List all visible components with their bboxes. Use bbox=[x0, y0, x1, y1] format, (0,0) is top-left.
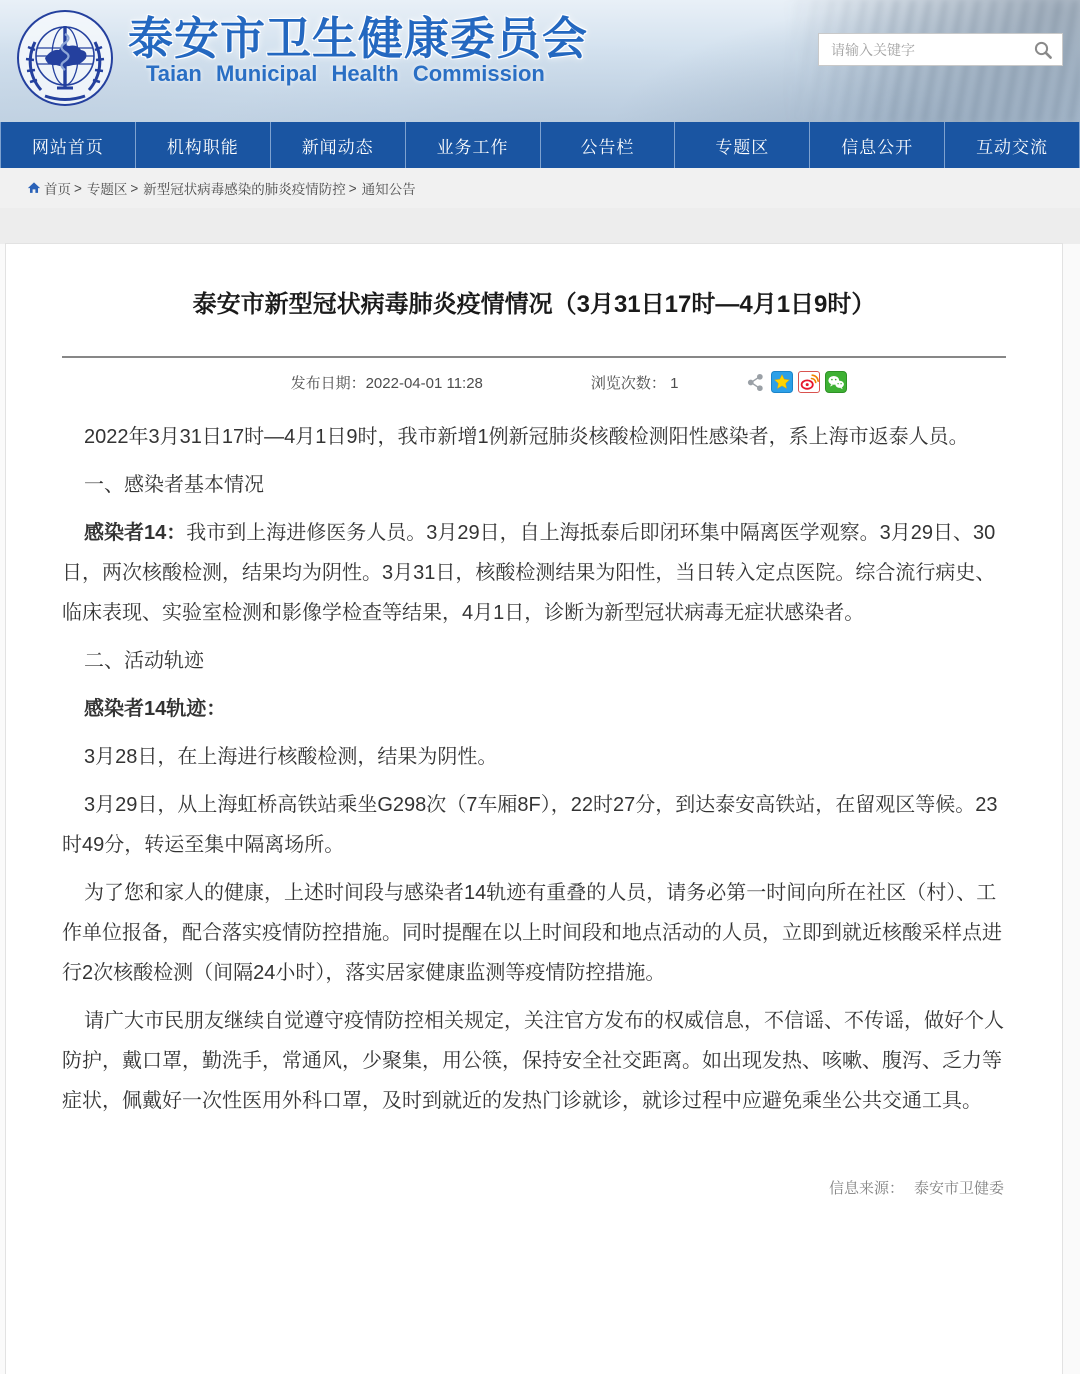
article-body bbox=[62, 417, 1006, 1121]
source-label: 信息来源： bbox=[828, 1180, 904, 1197]
publish-date bbox=[291, 372, 483, 393]
paragraph-text: 3月29日，从上海虹桥高铁站乘坐G298次（7车厢8F），22时27分，到达泰安高铁站，在留观区等候。23时49分，转运至集中隔离场所。 bbox=[62, 794, 998, 856]
article-meta bbox=[62, 371, 1006, 393]
nav-item-home[interactable]: 网站首页 bbox=[0, 122, 136, 168]
article-panel bbox=[5, 243, 1063, 1374]
paragraph-text: 为了您和家人的健康，上述时间段与感染者14轨迹有重叠的人员，请务必第一时间向所在社区（村）、工作单位报备，配合落实疫情防控措施。同时提醒在以上时间段和地点活动的人员，立即到就近核酸采样点进行2次核酸检测（间隔24小时），落实居家健康监测等疫情防控措施。 bbox=[62, 882, 1002, 984]
source-row bbox=[62, 1177, 1006, 1198]
nav-item-special-zone[interactable]: 专题区 bbox=[675, 122, 810, 168]
health-emblem-icon bbox=[15, 7, 115, 109]
article-paragraph bbox=[62, 785, 1006, 865]
source-value: 泰安市卫健委 bbox=[913, 1180, 1004, 1197]
magnifier-icon bbox=[1033, 40, 1053, 60]
article-paragraph bbox=[62, 689, 1006, 729]
nav-item-info-disclosure[interactable]: 信息公开 bbox=[810, 122, 945, 168]
search-input[interactable] bbox=[829, 41, 1032, 59]
search-box bbox=[818, 33, 1063, 66]
article-paragraph bbox=[62, 465, 1006, 505]
nav-item-business-work[interactable]: 业务工作 bbox=[406, 122, 541, 168]
share-nodes-icon[interactable] bbox=[744, 371, 766, 393]
view-count-label: 浏览次数： bbox=[590, 374, 666, 392]
main-nav bbox=[0, 122, 1080, 168]
paragraph-text: 二、活动轨迹 bbox=[84, 650, 204, 672]
article-paragraph bbox=[62, 513, 1006, 633]
breadcrumb-home[interactable]: 首页 bbox=[44, 182, 71, 197]
article-paragraph bbox=[62, 1001, 1006, 1121]
breadcrumb bbox=[0, 168, 1080, 208]
nav-item-news[interactable]: 新闻动态 bbox=[271, 122, 406, 168]
title-divider bbox=[62, 356, 1006, 358]
paragraph-text: 请广大市民朋友继续自觉遵守疫情防控相关规定，关注官方发布的权威信息，不信谣、不传谣，做好个人防护，戴口罩，勤洗手，常通风，少聚集，用公筷，保持安全社交距离。如出现发热、咳嗽、腹泻、乏力等症状，佩戴好一次性医用外科口罩，及时到就近的发热门诊就诊，就诊过程中应避免乘坐公共交通工具。 bbox=[62, 1010, 1004, 1112]
header-banner bbox=[0, 0, 1080, 122]
paragraph-text: 我市到上海进修医务人员。3月29日，自上海抵泰后即闭环集中隔离医学观察。3月29日、30日，两次核酸检测，结果均为阴性。3月31日，核酸检测结果为阳性，当日转入定点医院。综合流行病史、临床表现、实验室检测和影像学检查等结果，4月1日，诊断为新型冠状病毒无症状感染者。 bbox=[62, 522, 996, 624]
share-buttons bbox=[744, 371, 847, 393]
article-title: 泰安市新型冠状病毒肺炎疫情情况（3月31日17时—4月1日9时） bbox=[192, 291, 876, 318]
paragraph-lead: 感染者14： bbox=[84, 522, 187, 544]
paragraph-lead: 感染者14轨迹： bbox=[84, 698, 227, 720]
weibo-share-icon[interactable] bbox=[798, 371, 820, 393]
wechat-share-icon[interactable] bbox=[825, 371, 847, 393]
paragraph-text: 2022年3月31日17时—4月1日9时，我市新增1例新冠肺炎核酸检测阳性感染者，系上海市返泰人员。 bbox=[84, 426, 969, 448]
house-icon bbox=[27, 181, 41, 195]
site-title: 泰安市卫生健康委员会 bbox=[128, 13, 589, 64]
page-gap bbox=[0, 208, 1080, 244]
search-button[interactable] bbox=[1032, 39, 1054, 61]
breadcrumb-special-zone[interactable]: 专题区 bbox=[86, 182, 128, 197]
nav-item-interaction[interactable]: 互动交流 bbox=[945, 122, 1080, 168]
article-paragraph bbox=[62, 873, 1006, 993]
breadcrumb-notices[interactable]: 通知公告 bbox=[361, 182, 416, 197]
nav-item-org-functions[interactable]: 机构职能 bbox=[136, 122, 271, 168]
article-paragraph bbox=[62, 417, 1006, 457]
breadcrumb-separator: > bbox=[130, 180, 139, 196]
view-count-value: 1 bbox=[670, 374, 679, 392]
article-paragraph bbox=[62, 737, 1006, 777]
qzone-share-icon[interactable] bbox=[771, 371, 793, 393]
breadcrumb-separator: > bbox=[348, 180, 357, 196]
paragraph-text: 3月28日，在上海进行核酸检测，结果为阴性。 bbox=[84, 746, 498, 768]
site-subtitle: Taian Municipal Health Commission bbox=[146, 61, 545, 86]
breadcrumb-separator: > bbox=[74, 180, 82, 196]
article-paragraph bbox=[62, 641, 1006, 681]
paragraph-text: 一、感染者基本情况 bbox=[84, 474, 264, 496]
publish-date-label: 发布日期： bbox=[290, 374, 366, 392]
publish-date-value: 2022-04-01 11:28 bbox=[365, 374, 483, 392]
view-count bbox=[591, 372, 679, 393]
breadcrumb-covid-prevention[interactable]: 新型冠状病毒感染的肺炎疫情防控 bbox=[143, 182, 346, 197]
nav-item-notice-board[interactable]: 公告栏 bbox=[541, 122, 676, 168]
site-logo bbox=[15, 7, 115, 109]
